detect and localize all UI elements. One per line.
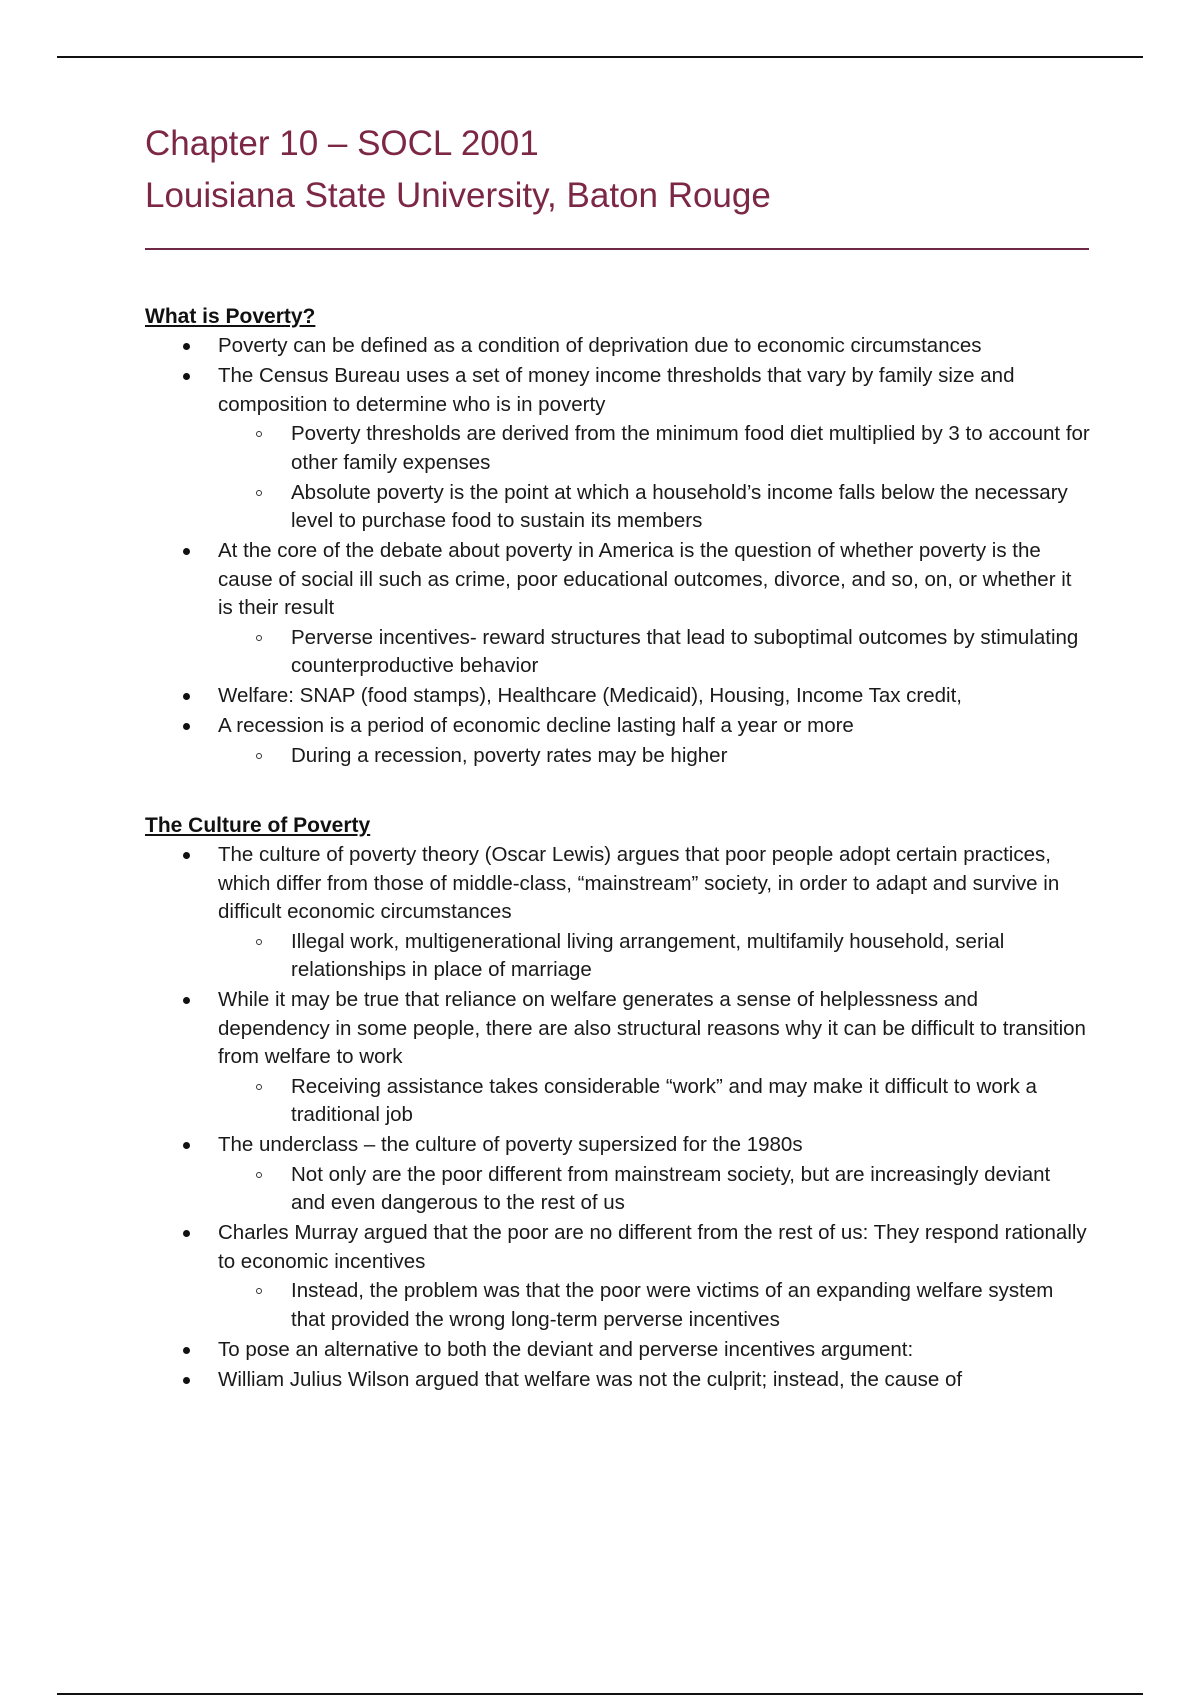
page-top-rule bbox=[57, 56, 1143, 58]
section-heading: What is Poverty? bbox=[145, 305, 316, 328]
list-item bbox=[145, 332, 1090, 361]
sub-list-item bbox=[218, 1073, 1090, 1130]
list-item-text: The culture of poverty theory (Oscar Lewis) argues that poor people adopt certain practices, which differ from those of middle-class, “mainstream” society, in order to adapt and survive in difficult economic circumstances bbox=[218, 843, 1060, 923]
sub-list-item-text: Illegal work, multigenerational living arrangement, multifamily household, serial relationships in place of marriage bbox=[291, 929, 1005, 981]
list-item-text: Poverty can be defined as a condition of deprivation due to economic circumstances bbox=[218, 334, 982, 357]
sub-list-item-text: Absolute poverty is the point at which a household’s income falls below the necessary level to purchase food to sustain its members bbox=[291, 480, 1068, 532]
bullet-dot-icon bbox=[183, 997, 190, 1004]
bullet-dot-icon bbox=[183, 548, 190, 555]
title-underline-rule bbox=[145, 248, 1089, 250]
list-item bbox=[145, 986, 1090, 1130]
list-item bbox=[145, 362, 1090, 536]
bullet-circle-icon bbox=[256, 431, 262, 437]
sub-bullet-list bbox=[145, 420, 1090, 536]
bullet-dot-icon bbox=[183, 723, 190, 730]
list-item-text: The underclass – the culture of poverty supersized for the 1980s bbox=[218, 1133, 803, 1156]
sub-list-item bbox=[218, 624, 1090, 681]
list-item-text: Welfare: SNAP (food stamps), Healthcare (Medicaid), Housing, Income Tax credit, bbox=[218, 684, 963, 707]
bullet-circle-icon bbox=[256, 1288, 262, 1294]
bullet-dot-icon bbox=[183, 373, 190, 380]
list-item-text: A recession is a period of economic decline lasting half a year or more bbox=[218, 714, 854, 737]
document-title-line1: Chapter 10 – SOCL 2001 bbox=[145, 124, 539, 163]
bullet-dot-icon bbox=[183, 1347, 190, 1354]
section bbox=[145, 302, 1090, 770]
sub-list-item-text: Poverty thresholds are derived from the minimum food diet multiplied by 3 to account for other family expenses bbox=[291, 422, 1090, 474]
bullet-list bbox=[145, 332, 1090, 770]
sub-bullet-list bbox=[145, 742, 1090, 771]
sub-bullet-list bbox=[145, 1073, 1090, 1130]
list-item bbox=[145, 841, 1090, 985]
list-item-text: At the core of the debate about poverty in America is the question of whether poverty is the cause of social ill such as crime, poor educational outcomes, divorce, and so, on, or whether it is their result bbox=[218, 539, 1072, 619]
list-item bbox=[145, 682, 1090, 711]
bullet-dot-icon bbox=[183, 852, 190, 859]
sections-container bbox=[145, 302, 1090, 1394]
bullet-circle-icon bbox=[256, 635, 262, 641]
sub-list-item bbox=[218, 742, 1090, 771]
sub-list-item bbox=[218, 928, 1090, 985]
page-bottom-rule bbox=[57, 1693, 1143, 1695]
bullet-circle-icon bbox=[256, 490, 262, 496]
list-item bbox=[145, 1366, 1090, 1395]
sub-list-item-text: During a recession, poverty rates may be higher bbox=[291, 743, 728, 767]
sub-bullet-list bbox=[145, 928, 1090, 985]
bullet-dot-icon bbox=[183, 1230, 190, 1237]
bullet-dot-icon bbox=[183, 343, 190, 350]
list-item bbox=[145, 1131, 1090, 1218]
list-item bbox=[145, 712, 1090, 770]
document-body bbox=[145, 118, 1090, 1396]
bullet-circle-icon bbox=[256, 1172, 262, 1178]
bullet-circle-icon bbox=[256, 1084, 262, 1090]
list-item-text: Charles Murray argued that the poor are no different from the rest of us: They respond rationally to economic incentives bbox=[218, 1221, 1087, 1273]
sub-list-item bbox=[218, 1161, 1090, 1218]
list-item-text: While it may be true that reliance on welfare generates a sense of helplessness and dependency in some people, there are also structural reasons why it can be difficult to transition from welfare to work bbox=[218, 988, 1086, 1068]
document-title-line2: Louisiana State University, Baton Rouge bbox=[145, 176, 771, 215]
list-item bbox=[145, 1219, 1090, 1334]
sub-bullet-list bbox=[145, 1161, 1090, 1218]
sub-list-item-text: Not only are the poor different from mainstream society, but are increasingly deviant and even dangerous to the rest of us bbox=[291, 1162, 1051, 1214]
bullet-dot-icon bbox=[183, 693, 190, 700]
sub-list-item-text: Instead, the problem was that the poor were victims of an expanding welfare system that provided the wrong long-term perverse incentives bbox=[291, 1279, 1054, 1331]
bullet-circle-icon bbox=[256, 753, 262, 759]
list-item bbox=[145, 1336, 1090, 1365]
sub-list-item-text: Perverse incentives- reward structures that lead to suboptimal outcomes by stimulating counterproductive behavior bbox=[291, 625, 1079, 677]
sub-bullet-list bbox=[145, 624, 1090, 681]
sub-list-item bbox=[218, 420, 1090, 477]
bullet-dot-icon bbox=[183, 1142, 190, 1149]
bullet-list bbox=[145, 841, 1090, 1394]
sub-list-item bbox=[218, 1277, 1090, 1334]
bullet-circle-icon bbox=[256, 939, 262, 945]
sub-list-item bbox=[218, 479, 1090, 536]
bullet-dot-icon bbox=[183, 1377, 190, 1384]
sub-bullet-list bbox=[145, 1277, 1090, 1334]
list-item-text: The Census Bureau uses a set of money income thresholds that vary by family size and composition to determine who is in poverty bbox=[218, 364, 1015, 416]
section-heading: The Culture of Poverty bbox=[145, 814, 371, 837]
list-item-text: To pose an alternative to both the deviant and perverse incentives argument: bbox=[218, 1337, 914, 1361]
section bbox=[145, 811, 1090, 1394]
list-item-text: William Julius Wilson argued that welfare was not the culprit; instead, the cause of bbox=[218, 1367, 963, 1391]
sub-list-item-text: Receiving assistance takes considerable “work” and may make it difficult to work a traditional job bbox=[291, 1074, 1037, 1126]
list-item bbox=[145, 537, 1090, 681]
